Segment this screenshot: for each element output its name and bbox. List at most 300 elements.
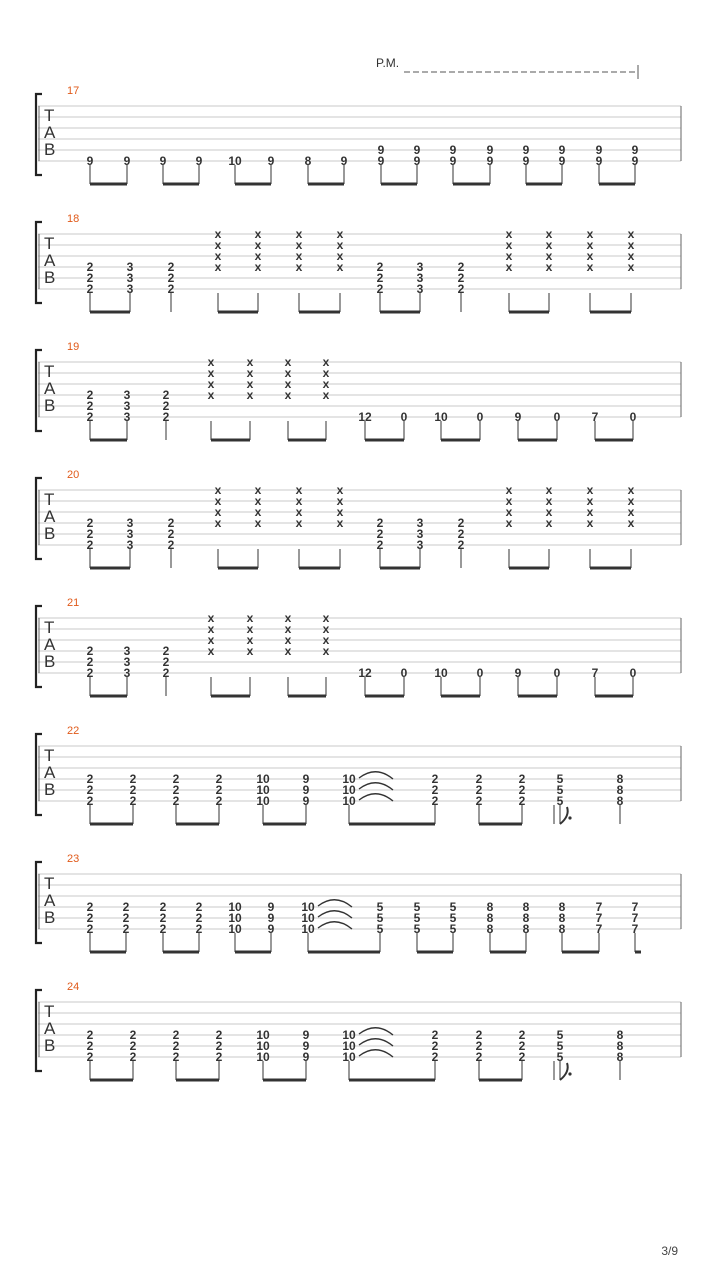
fret-number: 2 <box>518 1028 526 1042</box>
fret-number: 8 <box>304 154 312 168</box>
fret-number: 2 <box>159 911 167 925</box>
fret-number: x <box>295 494 303 508</box>
fret-number: 10 <box>256 772 270 786</box>
fret-number: 0 <box>476 666 484 680</box>
fret-number: 10 <box>228 922 242 936</box>
fret-number: 7 <box>595 911 603 925</box>
tab-clef-letter: A <box>44 635 56 654</box>
fret-number: 2 <box>167 260 175 274</box>
fret-number: 7 <box>631 922 639 936</box>
measure-number: 21 <box>67 597 80 609</box>
fret-number: x <box>284 377 292 391</box>
fret-number: 9 <box>302 1028 310 1042</box>
fret-number: 2 <box>86 772 94 786</box>
fret-number: x <box>295 249 303 263</box>
fret-number: 2 <box>215 772 223 786</box>
measure-number: 23 <box>67 853 80 865</box>
fret-number: 2 <box>129 794 137 808</box>
fret-number: 7 <box>595 922 603 936</box>
fret-number: x <box>214 494 222 508</box>
fret-number: 2 <box>376 538 384 552</box>
fret-number: x <box>336 505 344 519</box>
fret-number: 2 <box>457 271 465 285</box>
fret-number: x <box>322 377 330 391</box>
fret-number: 8 <box>616 1050 624 1064</box>
fret-number: 2 <box>167 538 175 552</box>
fret-number: 3 <box>123 410 131 424</box>
fret-number: 2 <box>457 538 465 552</box>
fret-number: 9 <box>302 1050 310 1064</box>
fret-number: x <box>207 388 215 402</box>
fret-number: 3 <box>123 666 131 680</box>
fret-number: x <box>246 622 254 636</box>
fret-number: 8 <box>558 922 566 936</box>
fret-number: x <box>545 516 553 530</box>
fret-number: 3 <box>126 527 134 541</box>
tab-clef-letter: A <box>44 379 56 398</box>
fret-number: 10 <box>342 794 356 808</box>
fret-number: 5 <box>556 794 564 808</box>
fret-number: x <box>505 227 513 241</box>
fret-number: 2 <box>172 1028 180 1042</box>
fret-number: x <box>336 260 344 274</box>
tab-clef-letter: B <box>44 396 56 415</box>
fret-number: 0 <box>553 410 561 424</box>
tie-arc <box>318 900 352 907</box>
fret-number: x <box>505 505 513 519</box>
fret-number: 2 <box>172 772 180 786</box>
fret-number: 9 <box>86 154 94 168</box>
fret-number: 2 <box>215 1039 223 1053</box>
fret-number: 2 <box>167 516 175 530</box>
fret-number: x <box>545 227 553 241</box>
fret-number: x <box>322 633 330 647</box>
fret-number: 2 <box>172 1050 180 1064</box>
tie-arc <box>359 783 393 790</box>
tab-clef-letter: A <box>44 251 56 270</box>
fret-number: x <box>246 633 254 647</box>
fret-number: 2 <box>86 260 94 274</box>
tab-clef-letter: T <box>44 362 55 381</box>
fret-number: 5 <box>376 900 384 914</box>
measure-number: 18 <box>67 213 80 225</box>
fret-number: 5 <box>556 1039 564 1053</box>
fret-number: x <box>627 227 635 241</box>
fret-number: 2 <box>86 1028 94 1042</box>
fret-number: 2 <box>162 655 170 669</box>
fret-number: 2 <box>86 538 94 552</box>
fret-number: x <box>295 483 303 497</box>
fret-number: 0 <box>400 410 408 424</box>
fret-number: 3 <box>126 516 134 530</box>
tab-clef-letter: A <box>44 891 56 910</box>
fret-number: 9 <box>302 1039 310 1053</box>
fret-number: 2 <box>376 516 384 530</box>
fret-number: 2 <box>86 410 94 424</box>
tab-clef-letter: T <box>44 874 55 893</box>
fret-number: x <box>207 355 215 369</box>
fret-number: x <box>207 366 215 380</box>
fret-number: 5 <box>376 911 384 925</box>
fret-number: x <box>586 249 594 263</box>
fret-number: x <box>284 633 292 647</box>
fret-number: x <box>284 611 292 625</box>
tie-arc <box>359 1028 393 1035</box>
fret-number: 8 <box>558 900 566 914</box>
fret-number: 2 <box>159 922 167 936</box>
fret-number: 9 <box>522 143 530 157</box>
fret-number: 9 <box>449 154 457 168</box>
fret-number: x <box>254 260 262 274</box>
fret-number: 10 <box>228 154 242 168</box>
fret-number: 10 <box>342 1039 356 1053</box>
tab-clef-letter: T <box>44 746 55 765</box>
page-number: 3/9 <box>661 1244 678 1258</box>
fret-number: 9 <box>631 154 639 168</box>
fret-number: x <box>284 366 292 380</box>
measure-number: 20 <box>67 469 80 481</box>
fret-number: x <box>284 622 292 636</box>
fret-number: x <box>254 238 262 252</box>
fret-number: 9 <box>302 794 310 808</box>
fret-number: x <box>336 227 344 241</box>
fret-number: x <box>505 483 513 497</box>
fret-number: 9 <box>631 143 639 157</box>
fret-number: x <box>505 494 513 508</box>
fret-number: 2 <box>167 527 175 541</box>
fret-number: 2 <box>376 260 384 274</box>
fret-number: 2 <box>518 772 526 786</box>
fret-number: 0 <box>400 666 408 680</box>
fret-number: 10 <box>228 900 242 914</box>
fret-number: 0 <box>476 410 484 424</box>
fret-number: 2 <box>457 516 465 530</box>
fret-number: 2 <box>215 783 223 797</box>
fret-number: 2 <box>195 922 203 936</box>
fret-number: 2 <box>195 900 203 914</box>
fret-number: 3 <box>126 282 134 296</box>
fret-number: 8 <box>558 911 566 925</box>
fret-number: x <box>284 355 292 369</box>
tab-clef-letter: B <box>44 908 56 927</box>
fret-number: 7 <box>595 900 603 914</box>
fret-number: 2 <box>162 399 170 413</box>
fret-number: 7 <box>591 666 599 680</box>
tab-clef-letter: B <box>44 140 56 159</box>
fret-number: x <box>295 505 303 519</box>
fret-number: 12 <box>358 666 372 680</box>
fret-number: 3 <box>123 388 131 402</box>
fret-number: x <box>254 505 262 519</box>
fret-number: 9 <box>267 922 275 936</box>
fret-number: 2 <box>518 794 526 808</box>
fret-number: x <box>295 260 303 274</box>
measure-number: 17 <box>67 85 80 97</box>
fret-number: 2 <box>86 282 94 296</box>
measure-number: 22 <box>67 725 80 737</box>
tab-clef-letter: T <box>44 234 55 253</box>
fret-number: x <box>505 260 513 274</box>
fret-number: 2 <box>86 1050 94 1064</box>
tie-arc <box>318 911 352 918</box>
fret-number: 9 <box>123 154 131 168</box>
fret-number: 2 <box>167 271 175 285</box>
fret-number: 10 <box>342 1028 356 1042</box>
fret-number: x <box>627 494 635 508</box>
fret-number: 9 <box>514 410 522 424</box>
fret-number: 2 <box>457 527 465 541</box>
fret-number: 9 <box>486 143 494 157</box>
fret-number: x <box>246 355 254 369</box>
fret-number: x <box>586 260 594 274</box>
fret-number: x <box>254 227 262 241</box>
fret-number: 10 <box>301 900 315 914</box>
fret-number: x <box>627 516 635 530</box>
fret-number: 10 <box>301 911 315 925</box>
fret-number: 2 <box>376 271 384 285</box>
fret-number: 2 <box>475 772 483 786</box>
fret-number: 2 <box>475 1050 483 1064</box>
fret-number: 3 <box>123 644 131 658</box>
tab-clef-letter: B <box>44 524 56 543</box>
fret-number: 2 <box>457 260 465 274</box>
fret-number: x <box>627 260 635 274</box>
fret-number: 5 <box>556 783 564 797</box>
fret-number: x <box>586 505 594 519</box>
fret-number: 2 <box>86 783 94 797</box>
tie-arc <box>359 1050 393 1057</box>
fret-number: 9 <box>302 783 310 797</box>
fret-number: 9 <box>377 143 385 157</box>
fret-number: x <box>545 260 553 274</box>
fret-number: 2 <box>167 282 175 296</box>
fret-number: 9 <box>267 900 275 914</box>
fret-number: x <box>214 238 222 252</box>
fret-number: x <box>254 483 262 497</box>
fret-number: 5 <box>556 1050 564 1064</box>
tab-clef-letter: A <box>44 1019 56 1038</box>
fret-number: x <box>336 494 344 508</box>
fret-number: 3 <box>123 399 131 413</box>
fret-number: 5 <box>449 922 457 936</box>
tab-clef-letter: T <box>44 618 55 637</box>
fret-number: x <box>322 388 330 402</box>
fret-number: 2 <box>431 783 439 797</box>
fret-number: x <box>214 516 222 530</box>
tie-arc <box>318 922 352 929</box>
fret-number: 10 <box>301 922 315 936</box>
fret-number: 2 <box>431 1039 439 1053</box>
fret-number: x <box>214 227 222 241</box>
fret-number: x <box>627 483 635 497</box>
fret-number: 10 <box>256 794 270 808</box>
fret-number: 2 <box>431 794 439 808</box>
fret-number: 2 <box>86 527 94 541</box>
fret-number: 2 <box>195 911 203 925</box>
fret-number: 9 <box>377 154 385 168</box>
fret-number: x <box>627 505 635 519</box>
fret-number: x <box>254 516 262 530</box>
fret-number: 10 <box>256 1039 270 1053</box>
fret-number: 3 <box>126 538 134 552</box>
fret-number: 8 <box>486 911 494 925</box>
fret-number: 8 <box>616 783 624 797</box>
fret-number: 10 <box>342 783 356 797</box>
fret-number: x <box>214 505 222 519</box>
fret-number: 3 <box>416 282 424 296</box>
fret-number: 8 <box>486 900 494 914</box>
fret-number: x <box>545 505 553 519</box>
fret-number: x <box>207 377 215 391</box>
fret-number: 8 <box>486 922 494 936</box>
tie-arc <box>359 794 393 801</box>
fret-number: 2 <box>518 1050 526 1064</box>
fret-number: 2 <box>129 1028 137 1042</box>
fret-number: x <box>214 260 222 274</box>
rhythm-flag <box>560 1063 568 1080</box>
fret-number: 9 <box>522 154 530 168</box>
fret-number: x <box>214 483 222 497</box>
fret-number: x <box>207 644 215 658</box>
fret-number: x <box>322 355 330 369</box>
fret-number: 8 <box>522 911 530 925</box>
fret-number: 2 <box>215 1028 223 1042</box>
fret-number: 5 <box>376 922 384 936</box>
tab-clef-letter: B <box>44 268 56 287</box>
fret-number: 2 <box>86 911 94 925</box>
fret-number: 5 <box>556 772 564 786</box>
fret-number: x <box>295 238 303 252</box>
fret-number: 2 <box>129 783 137 797</box>
fret-number: 5 <box>556 1028 564 1042</box>
fret-number: 9 <box>267 911 275 925</box>
fret-number: 2 <box>475 783 483 797</box>
tab-clef-letter: A <box>44 123 56 142</box>
rhythm-flag <box>560 807 568 824</box>
fret-number: 2 <box>431 1028 439 1042</box>
fret-number: 2 <box>86 922 94 936</box>
fret-number: 0 <box>553 666 561 680</box>
fret-number: x <box>246 611 254 625</box>
fret-number: x <box>322 611 330 625</box>
fret-number: x <box>322 644 330 658</box>
fret-number: x <box>545 238 553 252</box>
fret-number: 2 <box>431 1050 439 1064</box>
fret-number: 2 <box>86 900 94 914</box>
measure-number: 24 <box>67 981 80 993</box>
fret-number: 9 <box>595 154 603 168</box>
fret-number: 10 <box>228 911 242 925</box>
fret-number: x <box>207 611 215 625</box>
fret-number: 8 <box>522 922 530 936</box>
fret-number: 2 <box>162 666 170 680</box>
fret-number: 5 <box>413 900 421 914</box>
fret-number: x <box>336 483 344 497</box>
fret-number: 5 <box>449 900 457 914</box>
fret-number: 2 <box>162 644 170 658</box>
fret-number: 2 <box>86 388 94 402</box>
fret-number: 2 <box>86 516 94 530</box>
fret-number: 7 <box>631 911 639 925</box>
fret-number: 9 <box>413 154 421 168</box>
fret-number: 9 <box>558 143 566 157</box>
fret-number: 2 <box>129 1050 137 1064</box>
fret-number: 3 <box>416 260 424 274</box>
fret-number: 2 <box>376 282 384 296</box>
fret-number: 2 <box>376 527 384 541</box>
fret-number: x <box>505 238 513 252</box>
fret-number: x <box>586 494 594 508</box>
fret-number: 9 <box>449 143 457 157</box>
fret-number: 2 <box>518 1039 526 1053</box>
fret-number: 10 <box>256 783 270 797</box>
fret-number: 9 <box>514 666 522 680</box>
fret-number: 2 <box>86 399 94 413</box>
fret-number: x <box>586 516 594 530</box>
fret-number: 2 <box>215 794 223 808</box>
fret-number: 9 <box>302 772 310 786</box>
fret-number: 7 <box>591 410 599 424</box>
fret-number: 5 <box>413 922 421 936</box>
fret-number: x <box>246 388 254 402</box>
fret-number: x <box>295 227 303 241</box>
fret-number: 10 <box>342 772 356 786</box>
fret-number: 2 <box>172 1039 180 1053</box>
fret-number: x <box>627 238 635 252</box>
fret-number: x <box>336 249 344 263</box>
fret-number: 2 <box>122 900 130 914</box>
fret-number: 9 <box>558 154 566 168</box>
fret-number: x <box>207 633 215 647</box>
fret-number: 3 <box>126 260 134 274</box>
tie-arc <box>359 772 393 779</box>
fret-number: x <box>207 622 215 636</box>
fret-number: x <box>545 494 553 508</box>
fret-number: 2 <box>457 282 465 296</box>
fret-number: 3 <box>123 655 131 669</box>
measure-number: 19 <box>67 341 80 353</box>
tie-arc <box>359 1039 393 1046</box>
fret-number: 10 <box>256 1050 270 1064</box>
fret-number: x <box>586 227 594 241</box>
fret-number: 2 <box>431 772 439 786</box>
fret-number: 9 <box>595 143 603 157</box>
fret-number: 9 <box>195 154 203 168</box>
fret-number: x <box>505 249 513 263</box>
fret-number: 2 <box>475 1039 483 1053</box>
fret-number: 2 <box>518 783 526 797</box>
rhythm-dot <box>568 816 571 819</box>
tab-clef-letter: T <box>44 490 55 509</box>
fret-number: 8 <box>616 1028 624 1042</box>
fret-number: 2 <box>86 644 94 658</box>
fret-number: 9 <box>267 154 275 168</box>
fret-number: 3 <box>126 271 134 285</box>
fret-number: 9 <box>159 154 167 168</box>
fret-number: x <box>214 249 222 263</box>
fret-number: 3 <box>416 527 424 541</box>
palm-mute-label: P.M. <box>376 56 400 70</box>
fret-number: x <box>627 249 635 263</box>
fret-number: 0 <box>629 410 637 424</box>
fret-number: 2 <box>475 794 483 808</box>
fret-number: 2 <box>86 1039 94 1053</box>
fret-number: 2 <box>122 911 130 925</box>
fret-number: 2 <box>162 410 170 424</box>
fret-number: 2 <box>86 794 94 808</box>
fret-number: 2 <box>129 1039 137 1053</box>
tab-clef-letter: B <box>44 780 56 799</box>
